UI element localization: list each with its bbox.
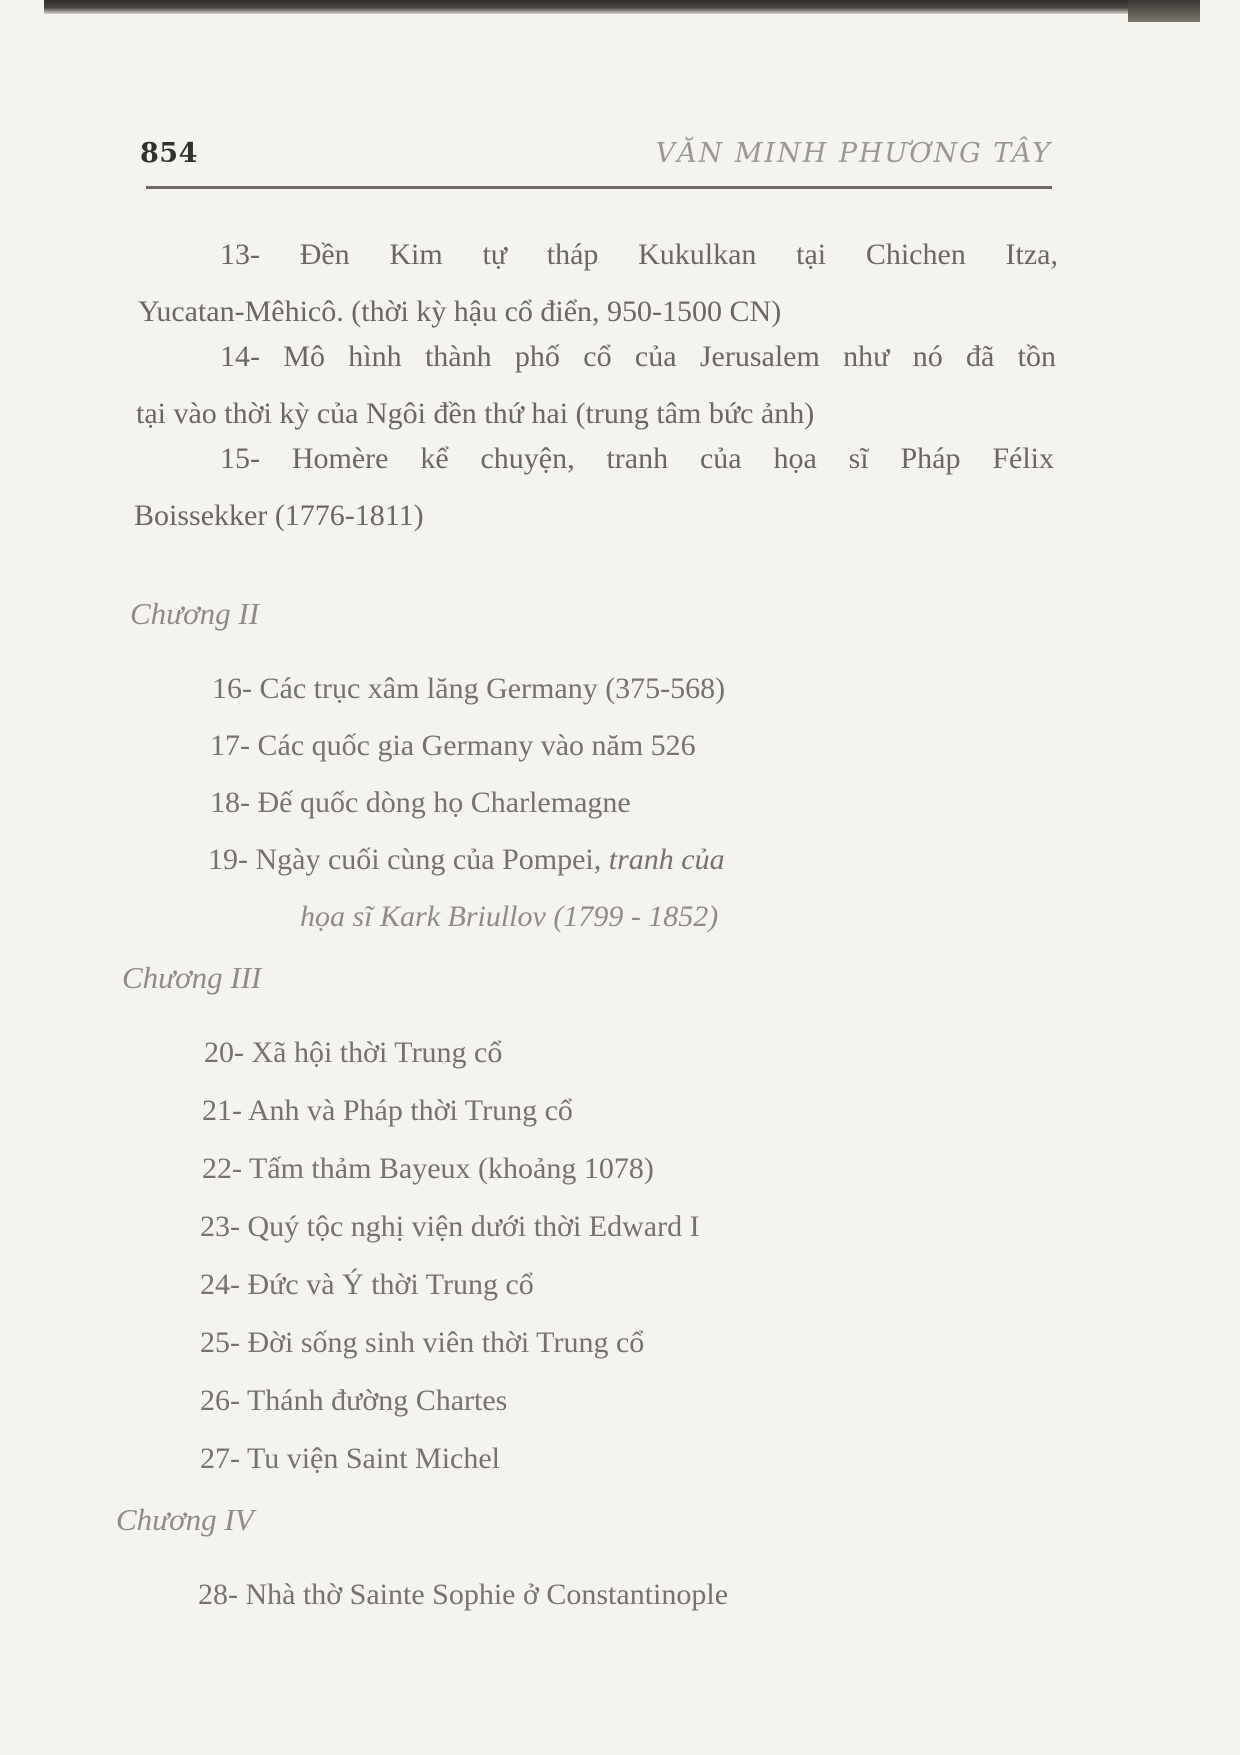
entry-15-line1: 15- Homère kể chuyện, tranh của họa sĩ Pháp Félix: [220, 442, 1054, 475]
list-item: [208, 843, 725, 877]
list-item: 21- Anh và Pháp thời Trung cổ: [202, 1094, 573, 1127]
list-item: 23- Quý tộc nghị viện dưới thời Edward I: [200, 1210, 700, 1243]
list-item: 18- Đế quốc dòng họ Charlemagne: [210, 786, 631, 819]
header-rule: [146, 186, 1052, 189]
chapter-heading: Chương IV: [116, 1502, 254, 1537]
entry-13-line2: Yucatan-Mêhicô. (thời kỳ hậu cổ điển, 950-1500 CN): [138, 295, 782, 328]
list-item: 26- Thánh đường Chartes: [200, 1384, 508, 1417]
item-text-italic: tranh của: [608, 843, 725, 876]
list-item: 24- Đức và Ý thời Trung cổ: [200, 1268, 534, 1301]
list-item: 28- Nhà thờ Sainte Sophie ở Constantinople: [198, 1578, 729, 1611]
list-item: [138, 226, 1058, 340]
entry-14-line1: 14- Mô hình thành phố cổ của Jerusalem như nó đã tồn: [220, 340, 1056, 373]
page-top-shadow: [44, 0, 1200, 14]
chapter-heading: Chương III: [122, 960, 262, 995]
list-item: 22- Tấm thảm Bayeux (khoảng 1078): [202, 1152, 654, 1185]
chapter-heading: Chương II: [130, 596, 260, 631]
list-item: [134, 430, 1054, 544]
page-number: 854: [140, 138, 198, 169]
list-item: [136, 328, 1056, 442]
entry-15-line2: Boissekker (1776-1811): [134, 499, 424, 532]
list-item: 17- Các quốc gia Germany vào năm 526: [210, 729, 696, 762]
entry-13-line1: 13- Đền Kim tự tháp Kukulkan tại Chichen Itza,: [220, 238, 1058, 271]
list-item: 16- Các trục xâm lăng Germany (375-568): [212, 672, 726, 705]
entry-14-line2: tại vào thời kỳ của Ngôi đền thứ hai (trung tâm bức ảnh): [136, 397, 815, 430]
page-header: [140, 138, 1052, 180]
running-title: VĂN MINH PHƯƠNG TÂY: [655, 138, 1052, 169]
list-item: 27- Tu viện Saint Michel: [200, 1442, 501, 1475]
page-corner-shadow: [1128, 0, 1200, 22]
list-item: 20- Xã hội thời Trung cổ: [204, 1036, 503, 1069]
item-text: 19- Ngày cuối cùng của Pompei,: [208, 843, 609, 876]
list-item: 25- Đời sống sinh viên thời Trung cổ: [200, 1326, 645, 1359]
list-item-continuation: họa sĩ Kark Briullov (1799 - 1852): [300, 900, 719, 933]
